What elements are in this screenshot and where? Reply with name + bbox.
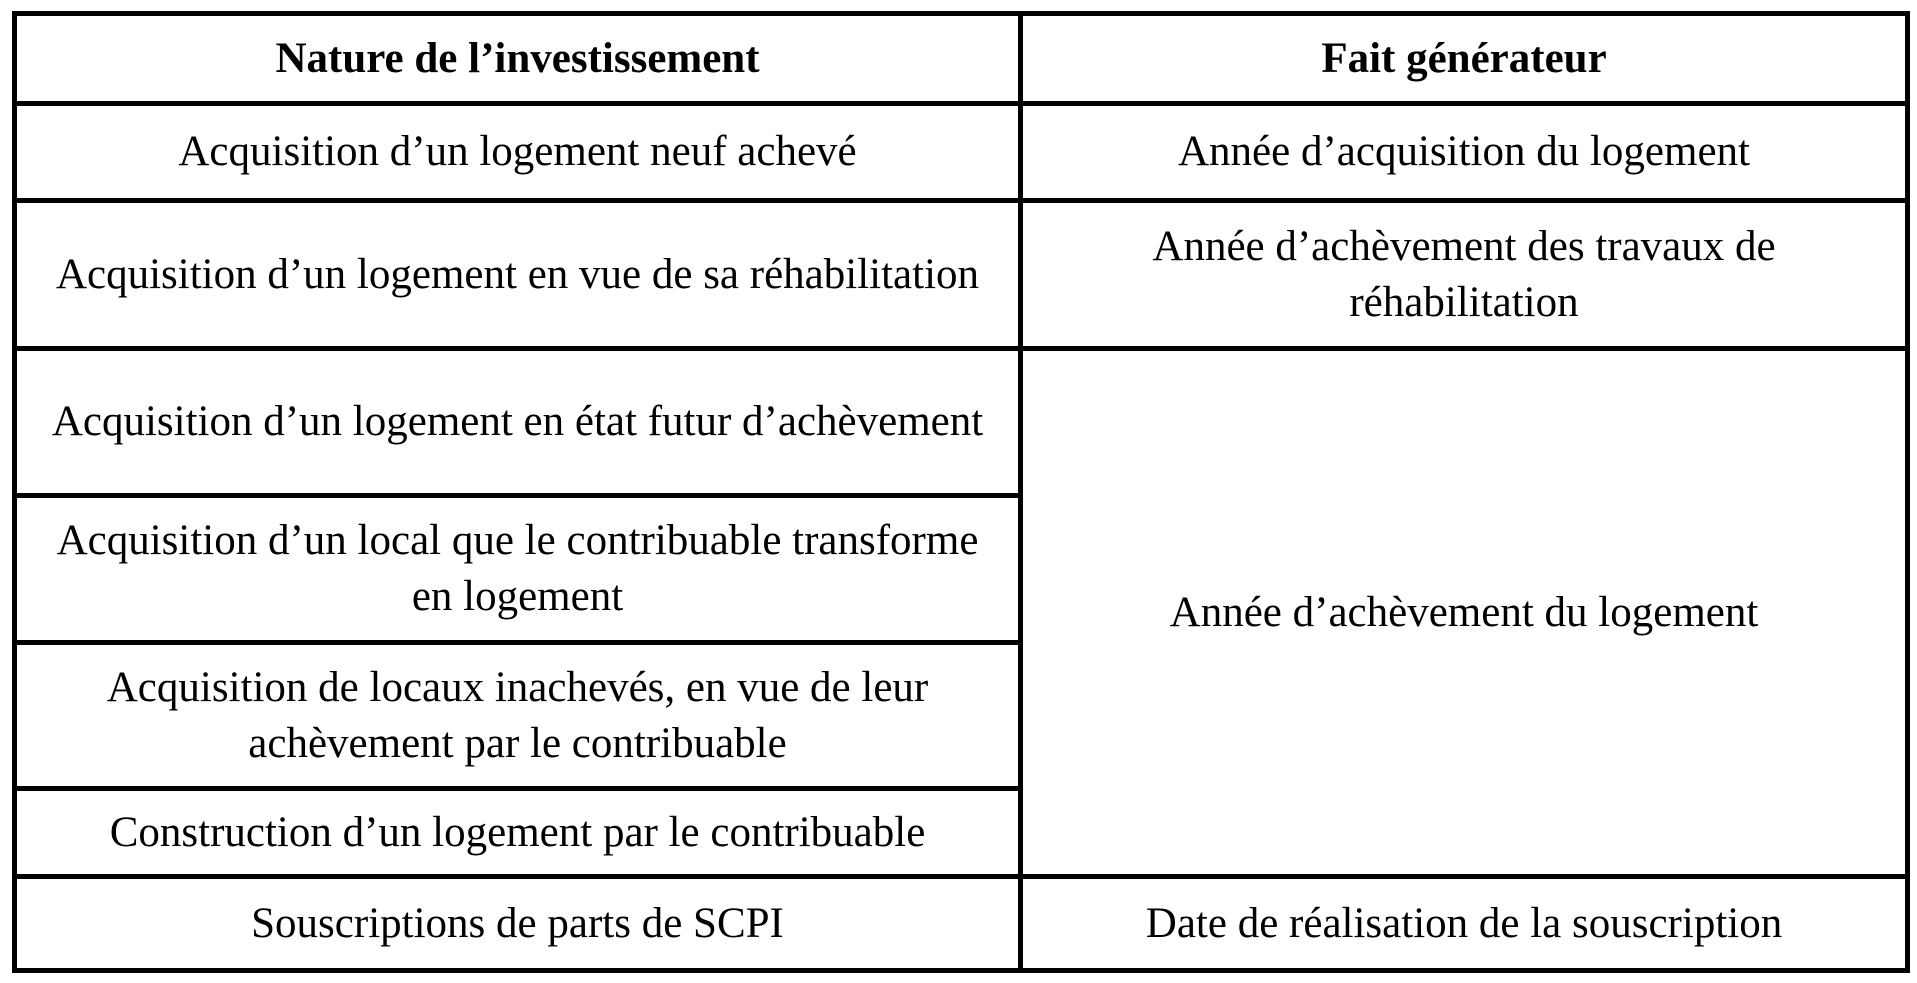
- investment-trigger-table: [12, 11, 1910, 973]
- cell-fait-generateur: Année d’achèvement des travaux de réhabilitation: [1021, 201, 1908, 349]
- cell-nature: Construction d’un logement par le contribuable: [15, 789, 1021, 877]
- cell-nature: Acquisition d’un logement en état futur d’achèvement: [15, 349, 1021, 496]
- table-header-row: [15, 14, 1908, 104]
- table-row: [15, 349, 1908, 496]
- header-nature: Nature de l’investissement: [15, 14, 1021, 104]
- table-row: [15, 201, 1908, 349]
- cell-nature: Acquisition d’un logement en vue de sa réhabilitation: [15, 201, 1021, 349]
- cell-nature: Acquisition d’un logement neuf achevé: [15, 104, 1021, 201]
- cell-nature: Acquisition d’un local que le contribuable transforme en logement: [15, 496, 1021, 643]
- cell-fait-generateur: Date de réalisation de la souscription: [1021, 877, 1908, 971]
- cell-fait-generateur: Année d’acquisition du logement: [1021, 104, 1908, 201]
- table-row: [15, 104, 1908, 201]
- cell-nature: Acquisition de locaux inachevés, en vue de leur achèvement par le contribuable: [15, 643, 1021, 789]
- table-row: [15, 877, 1908, 971]
- header-fait-generateur: Fait générateur: [1021, 14, 1908, 104]
- cell-fait-generateur-merged: Année d’achèvement du logement: [1021, 349, 1908, 877]
- cell-nature: Souscriptions de parts de SCPI: [15, 877, 1021, 971]
